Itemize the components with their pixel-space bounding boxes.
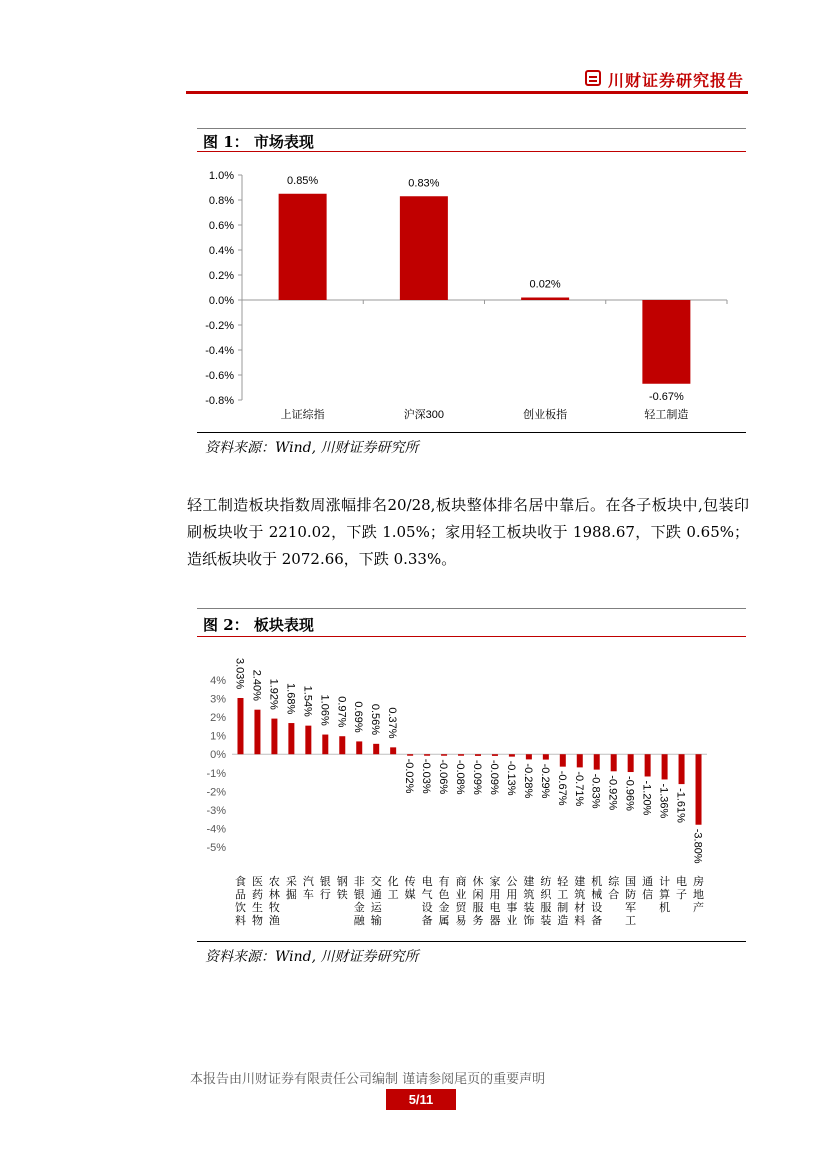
- category-label-char: 物: [251, 915, 263, 927]
- category-label: [676, 874, 687, 901]
- figure1-chart: [197, 155, 746, 430]
- y-tick-label: -3%: [206, 804, 226, 817]
- bar: [373, 744, 379, 754]
- category-label-char: 械: [591, 889, 603, 901]
- category-label-char: 造: [557, 915, 569, 927]
- category-label-char: 运: [370, 902, 382, 914]
- category-label-char: 家: [489, 876, 501, 888]
- bar: [645, 754, 651, 776]
- category-label: [659, 874, 670, 914]
- category-label-char: 媒: [404, 889, 416, 901]
- category-label-char: 工: [387, 889, 399, 901]
- category-label-char: 国: [625, 876, 637, 888]
- category-label: [456, 874, 468, 927]
- category-label: [388, 874, 399, 901]
- category-label-char: 传: [404, 876, 416, 888]
- category-label-char: 务: [472, 915, 484, 927]
- data-label: 1.68%: [284, 683, 297, 715]
- category-label: 轻工制造: [644, 409, 689, 421]
- data-label: 0.97%: [335, 696, 348, 728]
- category-label-char: 纺: [540, 876, 552, 888]
- category-label-char: 产: [693, 902, 705, 914]
- category-label: [303, 875, 314, 901]
- category-label: [591, 874, 602, 927]
- bar: [521, 298, 569, 301]
- data-label: 0.37%: [386, 707, 399, 739]
- data-label: 1.92%: [267, 678, 280, 710]
- data-label: -0.06%: [437, 759, 450, 795]
- category-label-char: 算: [659, 889, 671, 901]
- category-label: 创业板指: [523, 409, 568, 421]
- y-tick-label: -0.2%: [205, 320, 234, 332]
- category-label-char: 筑: [574, 889, 586, 901]
- category-label: [625, 875, 636, 927]
- data-label: -3.80%: [691, 828, 704, 864]
- category-label-char: 机: [591, 876, 603, 888]
- category-label-char: 备: [421, 915, 433, 927]
- y-tick-label: 0.4%: [208, 245, 234, 257]
- figure1-source: 资料来源：Wind, 川财证券研究所: [205, 440, 419, 456]
- figure1-bottom-rule: [197, 432, 746, 433]
- data-label: 0.85%: [287, 174, 319, 187]
- category-label-char: 工: [625, 915, 637, 927]
- category-label-char: 机: [659, 902, 671, 914]
- category-label-char: 地: [693, 889, 705, 901]
- data-label: -0.09%: [470, 759, 483, 795]
- category-label: [354, 874, 366, 927]
- category-label: 上证综指: [280, 409, 325, 421]
- data-label: -0.28%: [521, 763, 534, 799]
- page-number: 5/11: [386, 1089, 456, 1110]
- y-tick-label: -2%: [206, 786, 226, 799]
- category-label-char: 料: [234, 915, 246, 927]
- category-label: [642, 875, 653, 901]
- y-tick-label: -4%: [206, 823, 226, 836]
- category-label: [489, 874, 500, 927]
- data-label: -0.02%: [403, 758, 416, 794]
- bar: [509, 754, 515, 756]
- category-label-char: 织: [540, 889, 552, 901]
- data-label: 3.03%: [233, 657, 246, 690]
- category-label-char: 制: [557, 902, 569, 914]
- data-label: -0.71%: [572, 771, 585, 807]
- bar: [305, 726, 311, 755]
- figure2-chart-svg: [197, 640, 746, 940]
- y-tick-label: -1%: [206, 767, 226, 780]
- category-label: [371, 874, 383, 927]
- y-tick-label: 4%: [210, 675, 226, 687]
- bar: [642, 300, 690, 384]
- bar: [407, 754, 413, 756]
- y-tick-label: 3%: [210, 693, 226, 706]
- category-label-char: 商: [455, 876, 467, 888]
- figure2-top-rule: [197, 608, 746, 609]
- bar: [628, 754, 634, 772]
- figure1-title-rule: [197, 151, 746, 152]
- category-label: [557, 875, 569, 927]
- category-label-char: 工: [557, 889, 569, 901]
- figure2-title: 图 2： 板块表现: [203, 616, 314, 634]
- category-label-char: 车: [302, 889, 314, 901]
- bar: [594, 754, 600, 769]
- data-label: -0.09%: [487, 759, 500, 795]
- bar: [356, 741, 362, 754]
- category-label-char: 计: [659, 876, 671, 888]
- category-label-char: 筑: [523, 889, 535, 901]
- body-paragraph: 轻工制造板块指数周涨幅排名20/28,板块整体排名居中靠后。在各子板块中,包装印刷板块收于 2210.02，下跌 1.05%；家用轻工板块收于 1988.67，下跌 0.65%；造纸板块收于 2072.66，下跌 0.33%。: [187, 496, 749, 568]
- figure2-bottom-rule: [197, 941, 746, 942]
- category-label-char: 有: [438, 876, 450, 888]
- category-label-char: 银: [319, 876, 331, 888]
- category-label-char: 通: [370, 889, 382, 901]
- figure2-chart: [197, 640, 746, 940]
- bar: [390, 747, 396, 754]
- bar: [475, 754, 481, 756]
- category-label-char: 贸: [455, 902, 467, 914]
- category-label-char: 银: [353, 889, 365, 901]
- category-label-char: 业: [506, 915, 518, 927]
- category-label-char: 掘: [285, 889, 297, 901]
- footer-disclaimer: 本报告由川财证券有限责任公司编制 谨请参阅尾页的重要声明: [190, 1072, 546, 1087]
- category-label-char: 备: [591, 915, 603, 927]
- bar: [492, 754, 498, 756]
- category-label-char: 设: [421, 902, 433, 914]
- y-tick-label: -0.6%: [205, 370, 234, 382]
- y-tick-label: 1%: [210, 730, 226, 743]
- figure1-title: 图 1： 市场表现: [203, 133, 314, 151]
- category-label-char: 医: [251, 876, 263, 888]
- category-label: [337, 874, 348, 901]
- bar: [339, 736, 345, 754]
- category-label-char: 易: [455, 915, 467, 927]
- category-label-char: 设: [591, 902, 603, 914]
- figure1-top-rule: [197, 128, 746, 129]
- data-label: -0.67%: [555, 770, 568, 806]
- category-label-char: 交: [370, 876, 382, 888]
- category-label: [506, 876, 517, 927]
- bar: [400, 196, 448, 300]
- category-label: [252, 875, 263, 927]
- y-tick-label: 1.0%: [208, 170, 234, 182]
- category-label-char: 融: [353, 915, 365, 927]
- category-label: [540, 875, 552, 927]
- category-label-char: 材: [574, 902, 586, 914]
- category-label-char: 林: [268, 889, 280, 901]
- category-label: [422, 874, 433, 927]
- category-label-char: 轻: [557, 876, 569, 888]
- data-label: 0.56%: [369, 703, 382, 736]
- bar: [279, 194, 327, 300]
- bar: [611, 754, 617, 771]
- category-label-char: 药: [251, 889, 263, 901]
- category-label-char: 公: [506, 876, 518, 888]
- bar: [237, 698, 243, 754]
- figure2-title-rule: [197, 636, 746, 637]
- category-label-char: 建: [574, 876, 586, 888]
- category-label-char: 服: [540, 902, 552, 914]
- category-label-char: 品: [234, 889, 246, 901]
- category-label-char: 休: [472, 876, 484, 888]
- y-tick-label: 0.8%: [208, 195, 234, 207]
- category-label-char: 房: [693, 876, 705, 888]
- data-label: -0.13%: [504, 760, 517, 796]
- category-label-char: 生: [251, 902, 263, 914]
- category-label-char: 防: [625, 889, 637, 901]
- category-label-char: 建: [523, 876, 535, 888]
- data-label: -1.36%: [657, 783, 670, 819]
- logo-icon: [585, 70, 601, 86]
- bar: [254, 710, 260, 755]
- category-label: 沪深300: [403, 409, 445, 421]
- category-label-char: 信: [642, 889, 654, 901]
- category-label-char: 铁: [336, 889, 348, 901]
- header-title: 川财证券研究报告: [608, 71, 745, 90]
- bar: [458, 754, 464, 756]
- category-label-char: 服: [472, 902, 484, 914]
- figure2-source: 资料来源：Wind, 川财证券研究所: [205, 949, 419, 965]
- data-label: -0.96%: [623, 776, 636, 811]
- category-label-char: 电: [489, 902, 501, 914]
- category-label: [439, 875, 450, 927]
- bar: [662, 754, 668, 779]
- category-label: [269, 875, 280, 927]
- category-label-char: 综: [608, 876, 620, 888]
- figure1-chart-svg: [197, 155, 746, 430]
- bar: [679, 754, 685, 784]
- data-label: -1.20%: [640, 780, 653, 816]
- data-label: 2.40%: [250, 669, 263, 701]
- category-label-char: 金: [438, 902, 450, 914]
- header-rule: [186, 91, 748, 94]
- category-label-char: 采: [285, 876, 297, 888]
- category-label-char: 行: [319, 889, 331, 901]
- category-label-char: 饰: [523, 915, 535, 927]
- y-tick-label: -5%: [206, 842, 226, 854]
- category-label-char: 食: [234, 876, 246, 888]
- category-label-char: 输: [370, 915, 382, 927]
- data-label: 0.83%: [408, 177, 440, 190]
- category-label-char: 用: [506, 889, 518, 901]
- category-label-char: 子: [676, 889, 688, 901]
- category-label-char: 气: [421, 889, 433, 901]
- category-label-char: 农: [268, 876, 280, 888]
- bar: [271, 719, 277, 755]
- y-tick-label: 0%: [210, 749, 226, 762]
- y-tick-label: 0.2%: [208, 270, 234, 282]
- y-tick-label: -0.4%: [205, 345, 234, 357]
- data-label: -0.29%: [538, 763, 551, 799]
- category-label-char: 饮: [234, 902, 246, 914]
- category-label: [608, 874, 620, 901]
- category-label: [574, 874, 585, 927]
- data-label: -1.61%: [674, 788, 687, 823]
- y-tick-label: 2%: [210, 712, 226, 725]
- category-label-char: 化: [387, 876, 399, 888]
- category-label-char: 牧: [268, 902, 280, 914]
- data-label: 1.54%: [301, 685, 314, 717]
- category-label: [235, 875, 246, 927]
- bar: [526, 754, 532, 759]
- category-label: [405, 874, 416, 901]
- category-label-char: 闲: [472, 889, 484, 901]
- category-label: [320, 874, 331, 901]
- y-tick-label: -0.8%: [205, 395, 234, 407]
- data-label: -0.92%: [606, 775, 619, 811]
- y-tick-label: 0.6%: [208, 220, 234, 232]
- category-label-char: 色: [438, 889, 450, 901]
- data-label: -0.83%: [589, 773, 602, 809]
- data-label: 0.02%: [529, 278, 561, 291]
- bar: [543, 754, 549, 759]
- category-label-char: 钢: [336, 876, 348, 888]
- category-label-char: 合: [608, 889, 620, 901]
- category-label: [523, 874, 534, 927]
- category-label-char: 非: [353, 876, 365, 888]
- data-label: -0.03%: [420, 758, 433, 794]
- bar: [322, 735, 328, 755]
- bar: [560, 754, 566, 766]
- category-label-char: 金: [353, 902, 365, 914]
- bar: [441, 754, 447, 756]
- category-label-char: 通: [642, 876, 654, 888]
- data-label: -0.08%: [454, 759, 467, 795]
- data-label: 1.06%: [318, 694, 331, 726]
- category-label-char: 军: [625, 902, 637, 914]
- category-label-char: 事: [506, 902, 518, 914]
- category-label-char: 电: [676, 876, 688, 888]
- category-label-char: 器: [489, 915, 501, 927]
- category-label-char: 料: [574, 915, 586, 927]
- data-label: 0.69%: [352, 701, 365, 733]
- category-label-char: 装: [523, 902, 535, 914]
- bar: [288, 723, 294, 754]
- category-label: [286, 875, 297, 901]
- category-label-char: 属: [438, 915, 450, 927]
- category-label: [472, 874, 483, 927]
- category-label-char: 汽: [302, 876, 314, 888]
- category-label: [693, 874, 704, 914]
- bar: [424, 754, 430, 756]
- category-label-char: 电: [421, 876, 433, 888]
- bar: [577, 754, 583, 767]
- data-label: -0.67%: [648, 390, 684, 403]
- category-label-char: 业: [455, 889, 467, 901]
- category-label-char: 渔: [268, 915, 280, 927]
- y-tick-label: 0.0%: [208, 295, 234, 307]
- category-label-char: 装: [540, 915, 552, 927]
- bar: [696, 754, 702, 825]
- category-label-char: 用: [489, 889, 501, 901]
